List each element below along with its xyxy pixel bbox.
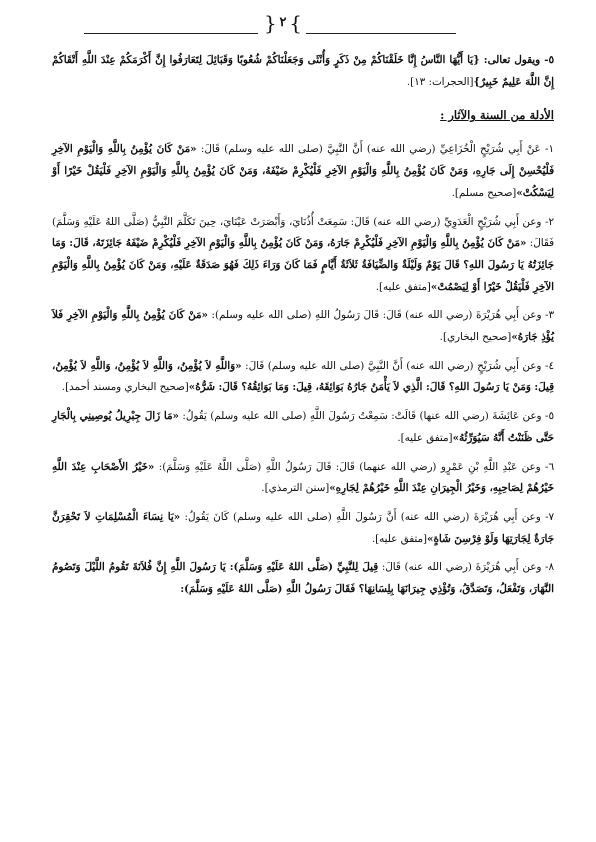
verse-intro: ٥- ويقول تعالى: (479, 54, 554, 66)
hadith-paragraph-6 (52, 457, 554, 500)
hadith-source: [صحيح البخاري ومسند أحمد]. (61, 381, 189, 394)
hadith-text: «مَنْ كَانَ يُؤْمِنُ بِاللَّهِ وَالْيَوْمِ الآخِرِ فَلاَ يُؤْذِ جَارَهُ» (52, 309, 554, 344)
hadith-paragraph-3 (52, 305, 554, 348)
hadith-number: ٣- وعن (518, 309, 555, 322)
verse-text: {يَا أَيُّهَا النَّاسُ إِنَّا خَلَقْنَاكُمْ مِنْ ذَكَرٍ وَأُنْثَى وَجَعَلْنَاكُمْ شُعُوبًا وَقَبَائِلَ لِتَعَارَفُوا إِنَّ أَكْرَمَكُمْ عِنْدَ اللَّهِ أَتْقَاكُمْ إِنَّ اللَّهَ عَلِيمٌ خَبِيرٌ} (52, 54, 554, 88)
hadith-paragraph-4 (52, 356, 554, 399)
hadith-source: [صحيح البخاري]. (439, 331, 512, 344)
hadith-source: [متفق عليه]. (397, 431, 453, 444)
hadith-text: «مَا زَالَ جِبْرِيلُ يُوصِينِي بِالْجَارِ حَتَّى ظَنَنْتُ أَنَّهُ سَيُوَرِّثُهُ» (52, 410, 554, 444)
hadith-narrator: أَبِي شُرَيْحٍ (رضي الله عنه) أَنَّ النَّبِيَّ (صلى الله عليه وسلم) قَالَ: (241, 359, 519, 372)
page-header (0, 10, 596, 40)
hadith-narrator: عَبْدِ اللَّهِ بْنِ عَمْرٍو (رضي الله عنهما) قَالَ: قَالَ رَسُولُ اللَّهِ (صَلَّى اللَّهُ عَلَيْهِ وَسَلَّمَ): (154, 460, 518, 473)
hadith-text: «يَا نِسَاءَ الْمُسْلِمَاتِ لاَ تَحْقِرَنَّ جَارَةٌ لِجَارَتِهَا وَلَوْ فِرْسِنَ شَاةٍ» (52, 510, 554, 545)
page-content (52, 50, 554, 608)
hadith-number: ١- (540, 143, 554, 156)
header-rule-right (306, 33, 456, 34)
quran-verse-paragraph (52, 50, 554, 93)
hadith-text: «مَنْ كَانَ يُؤْمِنُ بِاللَّهِ وَالْيَوْمِ الآخِرِ فَلْيُحْسِنْ إِلَى جَارِهِ، وَمَنْ كَانَ يُؤْمِنُ بِاللَّهِ وَالْيَوْمِ الآخِرِ فَلْيُكْرِمْ ضَيْفَهُ، وَمَنْ كَانَ يُؤْمِنُ بِاللَّهِ وَالْيَوْمِ الآخِرِ فَلْيَقُلْ خَيْرًا أَوْ لِيَسْكُتْ» (52, 143, 554, 199)
section-heading: الأدلة من السنة والآثار : (440, 108, 554, 123)
hadith-number: ٧- وعن (517, 510, 555, 523)
hadith-paragraph-5 (52, 406, 554, 449)
hadith-text: قِيلَ لِلنَّبِيِّ (صَلَّى اللهُ عَلَيْهِ وَسَلَّمَ): يَا رَسُولَ اللَّهِ إِنَّ فُلاَنَةَ تَقُومُ اللَّيْلَ وَتَصُومُ النَّهَارَ، وَتَفْعَلُ، وَتَصَدَّقُ، وَتُؤْذِي جِيرَانَهَا بِلِسَانِهَا؟ فَقَالَ رَسُولُ اللَّهِ (صَلَّى اللهُ عَلَيْهِ وَسَلَّمَ): (52, 561, 554, 596)
hadith-text: «مَنْ كَانَ يُؤْمِنُ بِاللَّهِ وَالْيَوْمِ الآخِرِ فَلْيُكْرِمْ جَارَهُ، وَمَنْ كَانَ يُؤْمِنُ بِاللَّهِ وَالْيَوْمِ الآخِرِ فَلْيُكْرِمْ ضَيْفَهُ جَائِزَتَهُ، قَالَ: وَمَا جَائِزَتُهُ يَا رَسُولَ اللهِ؟ قَالَ يَوْمٌ وَلَيْلَةٌ وَالضِّيَافَةُ ثَلاَثَةُ أَيَّامٍ فَمَا كَانَ وَرَاءَ ذَلِكَ فَهُوَ صَدَقَةٌ عَلَيْهِ، وَمَنْ كَانَ يُؤْمِنُ بِاللَّهِ وَالْيَوْمِ الآخِرِ فَلْيَقُلْ خَيْرًا أَوْ لِيَصْمُتْ» (52, 237, 554, 293)
hadith-narrator: أَبِي هُرَيْرَةَ (رضي الله عنه) قَالَ: قَالَ رَسُولُ اللهِ (صلى الله عليه وسلم): (207, 309, 519, 322)
hadith-text: «وَاللَّهِ لاَ يُؤْمِنُ، وَاللَّهِ لاَ يُؤْمِنُ، وَاللَّهِ لاَ يُؤْمِنُ، قِيلَ: وَمَنْ يَا رَسُولَ اللهِ؟ قَالَ: الَّذِي لاَ يَأْمَنُ جَارُهُ بَوَائِقَهُ، قِيلَ: وَمَا بَوَائِقُهُ؟ قَالَ: شَرُّهُ» (52, 359, 554, 394)
hadith-number: ٦- وعن (517, 460, 555, 473)
page-number: ٢ (279, 15, 287, 30)
verse-reference: [الحجرات: ١٣]. (406, 75, 474, 88)
hadith-narrator: عَنْ أَبِي شُرَيْحٍ الْخُزَاعِيِّ (رضي الله عنه) أَنَّ النَّبِيَّ (صلى الله عليه وسلم) قَالَ: (196, 143, 541, 156)
hadith-source: [صحيح مسلم]. (451, 186, 517, 199)
hadith-paragraph-2 (52, 212, 554, 299)
hadith-source: [سنن الترمذي]. (261, 482, 330, 495)
hadith-text: «خَيْرُ الأَصْحَابِ عِنْدَ اللَّهِ خَيْرُهُمْ لِصَاحِبِهِ، وَخَيْرُ الْجِيرَانِ عِنْدَ اللَّهِ خَيْرُهُمْ لِجَارِهِ» (52, 460, 554, 495)
hadith-paragraph-7 (52, 507, 554, 550)
hadith-number: ٤- وعن (518, 359, 554, 372)
hadith-narrator: أَبِي هُرَيْرَةَ (رضي الله عنه) أَنَّ رَسُولَ اللَّهِ (صلى الله عليه وسلم) كَانَ يَقُولُ: (180, 510, 518, 523)
hadith-number: ٢- وعن (518, 215, 554, 228)
hadith-number: ٨- وعن (518, 561, 555, 574)
hadith-paragraph-8 (52, 557, 554, 600)
page-number-bracket-right: } (289, 11, 302, 35)
hadith-narrator: أَبِي شُرَيْحٍ الْعَدَوِيِّ (رضي الله عنه) قَالَ: سَمِعَتْ أُذُنَايَ، وَأَبْصَرَتْ عَيْنَايَ، حِينَ تَكَلَّمَ النَّبِيُّ (صَلَّى اللهُ عَلَيْهِ وَسَلَّمَ) فَقَالَ: (52, 215, 554, 250)
hadith-number: ٥- وعن (519, 410, 554, 423)
page-number-frame (262, 10, 304, 40)
hadith-source: [متفق عليه]. (371, 532, 428, 545)
hadith-narrator: أَبِي هُرَيْرَةَ (رضي الله عنه) قَالَ: (378, 561, 519, 574)
hadith-narrator: عَائِشَةَ (رضي الله عنها) قَالَتْ: سَمِعْتُ رَسُولَ اللَّهِ (صلى الله عليه وسلم) يَقُولُ: (178, 410, 520, 423)
page-number-bracket-left: { (264, 11, 277, 35)
hadith-paragraph-1 (52, 139, 554, 204)
header-rule-left (84, 33, 258, 34)
hadith-source: [متفق عليه]. (375, 280, 431, 293)
